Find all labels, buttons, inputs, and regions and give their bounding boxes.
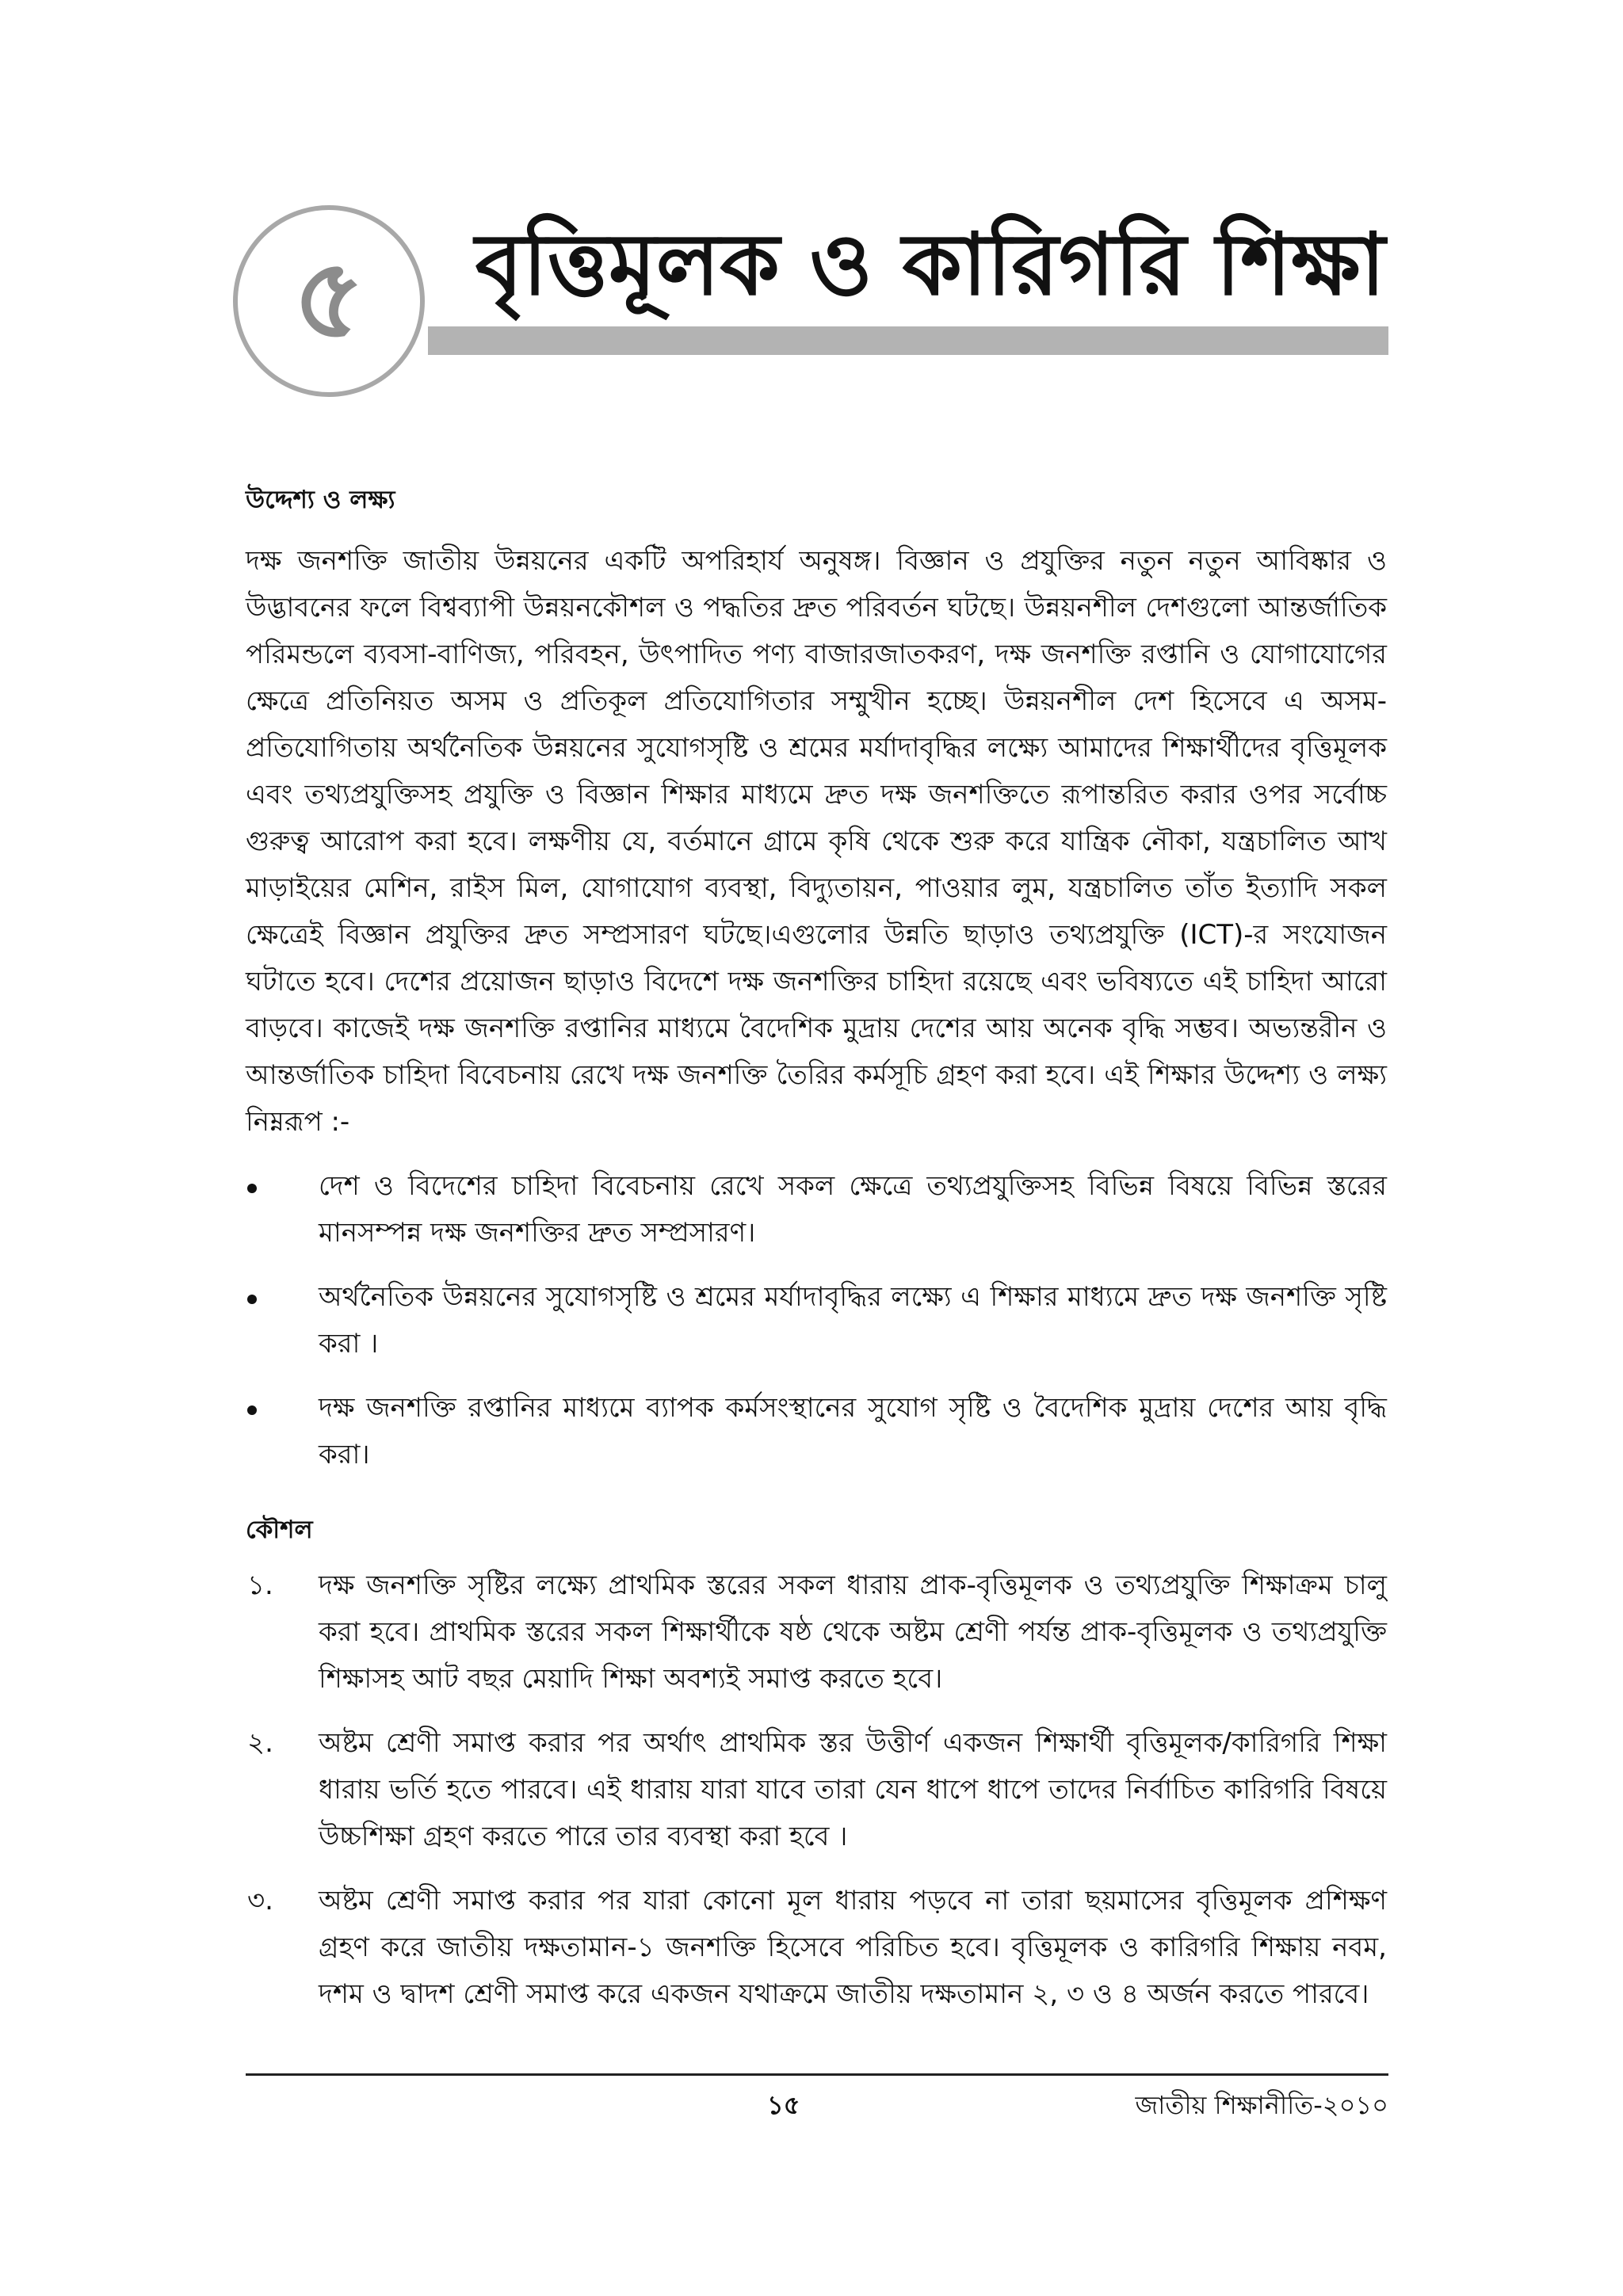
bullet-icon bbox=[247, 1184, 257, 1193]
strategy-item bbox=[246, 1562, 1387, 1703]
list-item-text: দক্ষ জনশক্তি রপ্তানির মাধ্যমে ব্যাপক কর্মসংস্থানের সুযোগ সৃষ্টি ও বৈদেশিক মুদ্রায় দেশের আয় বৃদ্ধি করা। bbox=[319, 1392, 1387, 1471]
list-item bbox=[246, 1274, 1387, 1367]
chapter-header bbox=[0, 0, 1623, 412]
item-text: দক্ষ জনশক্তি সৃষ্টির লক্ষ্যে প্রাথমিক স্তরের সকল ধারায় প্রাক-বৃত্তিমূলক ও তথ্যপ্রযুক্তি শিক্ষাক্রম চালু করা হবে। প্রাথমিক স্তরের সকল শিক্ষার্থীকে ষষ্ঠ থেকে অষ্টম শ্রেণী পর্যন্ত প্রাক-বৃত্তিমূলক ও তথ্যপ্রযুক্তি শিক্ষাসহ আট বছর মেয়াদি শিক্ষা অবশ্যই সমাপ্ত করতে হবে। bbox=[319, 1569, 1387, 1695]
chapter-title: বৃত্তিমূলক ও কারিগরি শিক্ষা bbox=[475, 215, 1385, 315]
objectives-heading: উদ্দেশ্য ও লক্ষ্য bbox=[246, 486, 395, 514]
bullet-icon bbox=[247, 1405, 257, 1415]
strategy-item bbox=[246, 1720, 1387, 1860]
strategy-heading: কৌশল bbox=[246, 1516, 313, 1545]
page-number: ১৫ bbox=[767, 2090, 800, 2120]
item-number: ১. bbox=[247, 1569, 273, 1601]
objectives-paragraph: দক্ষ জনশক্তি জাতীয় উন্নয়নের একটি অপরিহার্য অনুষঙ্গ। বিজ্ঞান ও প্রযুক্তির নতুন নতুন আবিষ্কার ও উদ্ভাবনের ফলে বিশ্বব্যাপী উন্নয়নকৌশল ও পদ্ধতির দ্রুত পরিবর্তন ঘটছে। উন্নয়নশীল দেশগুলো আন্তর্জাতিক পরিমন্ডলে ব্যবসা-বাণিজ্য, পরিবহন, উৎপাদিত পণ্য বাজারজাতকরণ, দক্ষ জনশক্তি রপ্তানি ও যোগাযোগের ক্ষেত্রে প্রতিনিয়ত অসম ও প্রতিকূল প্রতিযোগিতার সম্মুখীন হচ্ছে। উন্নয়নশীল দেশ হিসেবে এ অসম-প্রতিযোগিতায় অর্থনৈতিক উন্নয়নের সুযোগসৃষ্টি ও শ্রমের মর্যাদাবৃদ্ধির লক্ষ্যে আমাদের শিক্ষার্থীদের বৃত্তিমূলক এবং তথ্যপ্রযুক্তিসহ প্রযুক্তি ও বিজ্ঞান শিক্ষার মাধ্যমে দ্রুত দক্ষ জনশক্তিতে রূপান্তরিত করার ওপর সর্বোচ্চ গুরুত্ব আরোপ করা হবে। লক্ষণীয় যে, বর্তমানে গ্রামে কৃষি থেকে শুরু করে যান্ত্রিক নৌকা, যন্ত্রচালিত আখ মাড়াইয়ের মেশিন, রাইস মিল, যোগাযোগ ব্যবস্থা, বিদ্যুতায়ন, পাওয়ার লুম, যন্ত্রচালিত তাঁত ইত্যাদি সকল ক্ষেত্রেই বিজ্ঞান প্রযুক্তির দ্রুত সম্প্রসারণ ঘটছে।এগুলোর উন্নতি ছাড়াও তথ্যপ্রযুক্তি (ICT)-র সংযোজন ঘটাতে হবে। দেশের প্রয়োজন ছাড়াও বিদেশে দক্ষ জনশক্তির চাহিদা রয়েছে এবং ভবিষ্যতে এই চাহিদা আরো বাড়বে। কাজেই দক্ষ জনশক্তি রপ্তানির মাধ্যমে বৈদেশিক মুদ্রায় দেশের আয় অনেক বৃদ্ধি সম্ভব। অভ্যন্তরীন ও আন্তর্জাতিক চাহিদা বিবেচনায় রেখে দক্ষ জনশক্তি তৈরির কর্মসূচি গ্রহণ করা হবে। এই শিক্ষার উদ্দেশ্য ও লক্ষ্য নিম্নরূপ :- bbox=[246, 545, 1387, 1138]
item-number: ৩. bbox=[247, 1884, 273, 1917]
item-number: ২. bbox=[247, 1726, 273, 1759]
chapter-number: ৫ bbox=[292, 235, 365, 364]
footer-title: জাতীয় শিক্ষানীতি-২০১০ bbox=[1135, 2090, 1388, 2120]
list-item bbox=[246, 1163, 1387, 1257]
item-text: অষ্টম শ্রেণী সমাপ্ত করার পর যারা কোনো মূল ধারায় পড়বে না তারা ছয়মাসের বৃত্তিমূলক প্রশিক্ষণ গ্রহণ করে জাতীয় দক্ষতামান-১ জনশক্তি হিসেবে পরিচিত হবে। বৃত্তিমূলক ও কারিগরি শিক্ষায় নবম, দশম ও দ্বাদশ শ্রেণী সমাপ্ত করে একজন যথাক্রমে জাতীয় দক্ষতামান ২, ৩ ও ৪ অর্জন করতে পারবে। bbox=[319, 1884, 1387, 2010]
list-item-text: দেশ ও বিদেশের চাহিদা বিবেচনায় রেখে সকল ক্ষেত্রে তথ্যপ্রযুক্তিসহ বিভিন্ন বিষয়ে বিভিন্ন স্তরের মানসম্পন্ন দক্ষ জনশক্তির দ্রুত সম্প্রসারণ। bbox=[319, 1170, 1387, 1249]
main-content bbox=[246, 483, 1387, 2018]
bullet-icon bbox=[247, 1295, 257, 1304]
strategy-list bbox=[246, 1562, 1387, 2018]
chapter-number-badge bbox=[230, 202, 428, 400]
strategy-item bbox=[246, 1878, 1387, 2018]
list-item-text: অর্থনৈতিক উন্নয়নের সুযোগসৃষ্টি ও শ্রমের মর্যাদাবৃদ্ধির লক্ষ্যে এ শিক্ষার মাধ্যমে দ্রুত দক্ষ জনশক্তি সৃষ্টি করা । bbox=[319, 1281, 1387, 1360]
list-item bbox=[246, 1385, 1387, 1478]
objectives-list bbox=[246, 1163, 1387, 1478]
item-text: অষ্টম শ্রেণী সমাপ্ত করার পর অর্থাৎ প্রাথমিক স্তর উত্তীর্ণ একজন শিক্ষার্থী বৃত্তিমূলক/কারিগরি শিক্ষা ধারায় ভর্তি হতে পারবে। এই ধারায় যারা যাবে তারা যেন ধাপে ধাপে তাদের নির্বাচিত কারিগরি বিষয়ে উচ্চশিক্ষা গ্রহণ করতে পারে তার ব্যবস্থা করা হবে । bbox=[319, 1726, 1387, 1852]
footer-divider bbox=[246, 2073, 1388, 2076]
chapter-title-bar bbox=[428, 326, 1388, 355]
